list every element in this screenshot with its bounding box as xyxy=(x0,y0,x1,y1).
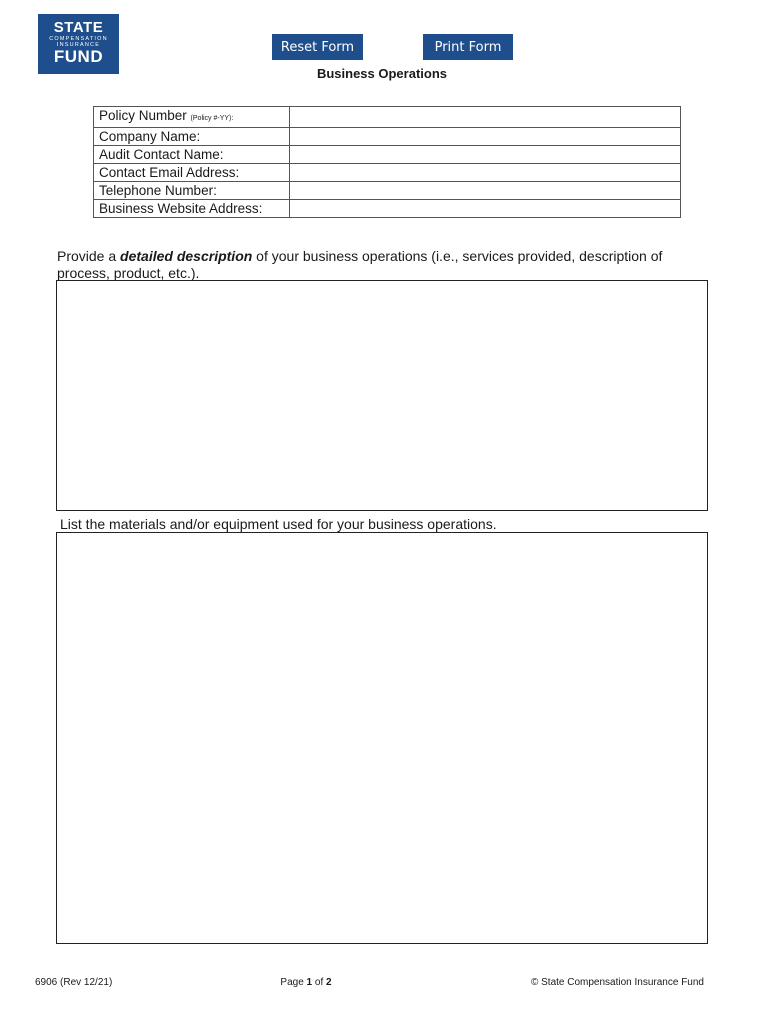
page-prefix: Page xyxy=(280,977,307,988)
telephone-label: Telephone Number: xyxy=(94,182,290,200)
copyright-notice: © State Compensation Insurance Fund xyxy=(530,977,704,988)
website-label: Business Website Address: xyxy=(94,200,290,218)
telephone-field[interactable] xyxy=(290,182,681,200)
contact-email-label: Contact Email Address: xyxy=(94,164,290,182)
form-number: 6906 (Rev 12/21) xyxy=(35,977,113,988)
website-row xyxy=(94,200,681,218)
business-description-textarea[interactable] xyxy=(56,280,708,511)
page-current: 1 xyxy=(306,977,313,988)
description-prompt-start: Provide a xyxy=(57,248,121,264)
policy-number-label-text: Policy Number xyxy=(99,108,187,123)
company-name-field[interactable] xyxy=(290,128,681,146)
materials-prompt: List the materials and/or equipment used for your business operations. xyxy=(60,516,497,532)
materials-equipment-textarea[interactable] xyxy=(56,532,708,944)
reset-form-button[interactable]: Reset Form xyxy=(272,34,363,60)
print-form-button[interactable]: Print Form xyxy=(423,34,513,60)
page-of: of xyxy=(312,977,327,988)
audit-contact-field[interactable] xyxy=(290,146,681,164)
logo-fund-text: FUND xyxy=(53,47,104,66)
logo-insurance-text: INSURANCE xyxy=(56,42,101,48)
contact-email-row xyxy=(94,164,681,182)
logo-state-text: STATE xyxy=(53,19,104,36)
description-prompt-emphasis: detailed description xyxy=(120,248,253,264)
description-prompt-end: of your business operations (i.e., services provided, description of process, product, etc.). xyxy=(57,248,663,281)
page-total: 2 xyxy=(326,977,332,988)
policy-number-label xyxy=(94,107,290,128)
website-field[interactable] xyxy=(290,200,681,218)
page-number xyxy=(0,977,612,988)
description-prompt xyxy=(57,248,697,282)
form-title: Business Operations xyxy=(316,66,448,81)
company-name-row xyxy=(94,128,681,146)
business-info-table xyxy=(93,106,681,218)
audit-contact-label: Audit Contact Name: xyxy=(94,146,290,164)
policy-number-format-hint: (Policy #-YY): xyxy=(190,115,234,122)
company-name-label: Company Name: xyxy=(94,128,290,146)
logo-compensation-text: COMPENSATION xyxy=(49,36,108,42)
contact-email-field[interactable] xyxy=(290,164,681,182)
policy-number-row xyxy=(94,107,681,128)
audit-contact-row xyxy=(94,146,681,164)
policy-number-field[interactable] xyxy=(290,107,681,128)
state-fund-logo xyxy=(38,14,119,74)
telephone-row xyxy=(94,182,681,200)
